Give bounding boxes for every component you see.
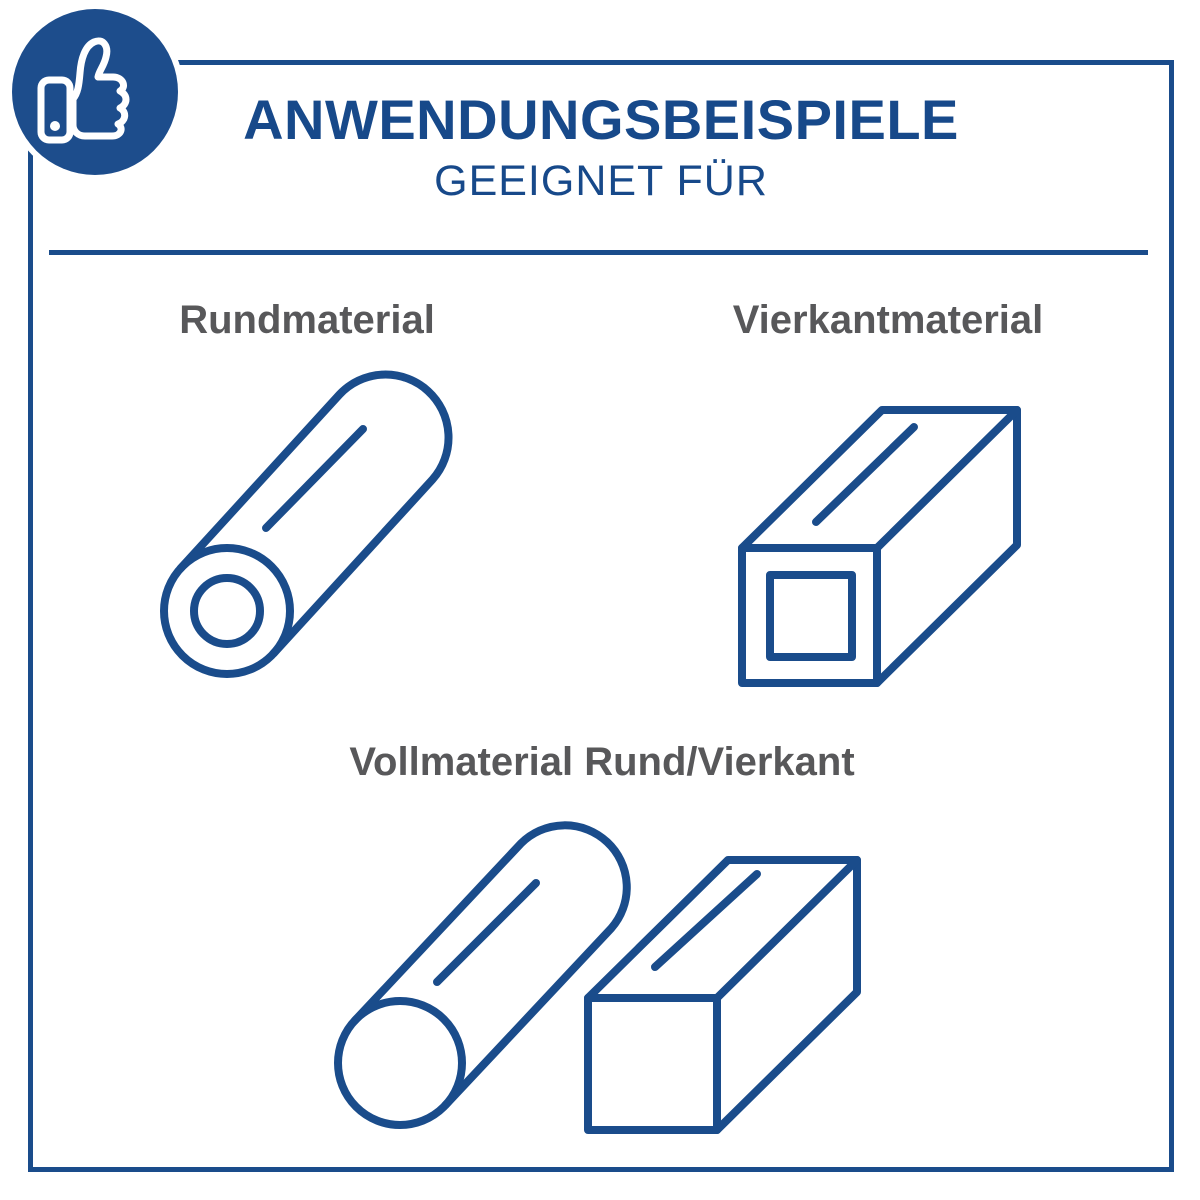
label-rundmaterial: Rundmaterial bbox=[179, 298, 435, 342]
label-vierkantmaterial: Vierkantmaterial bbox=[732, 298, 1044, 342]
label-vollmaterial: Vollmaterial Rund/Vierkant bbox=[349, 740, 855, 784]
page-subtitle: GEEIGNET FÜR bbox=[434, 157, 768, 205]
round-tube-illustration bbox=[164, 375, 449, 674]
solid-rod-illustration bbox=[338, 825, 627, 1125]
square-tube-illustration bbox=[742, 410, 1017, 683]
page-title: ANWENDUNGSBEISPIELE bbox=[243, 88, 959, 151]
